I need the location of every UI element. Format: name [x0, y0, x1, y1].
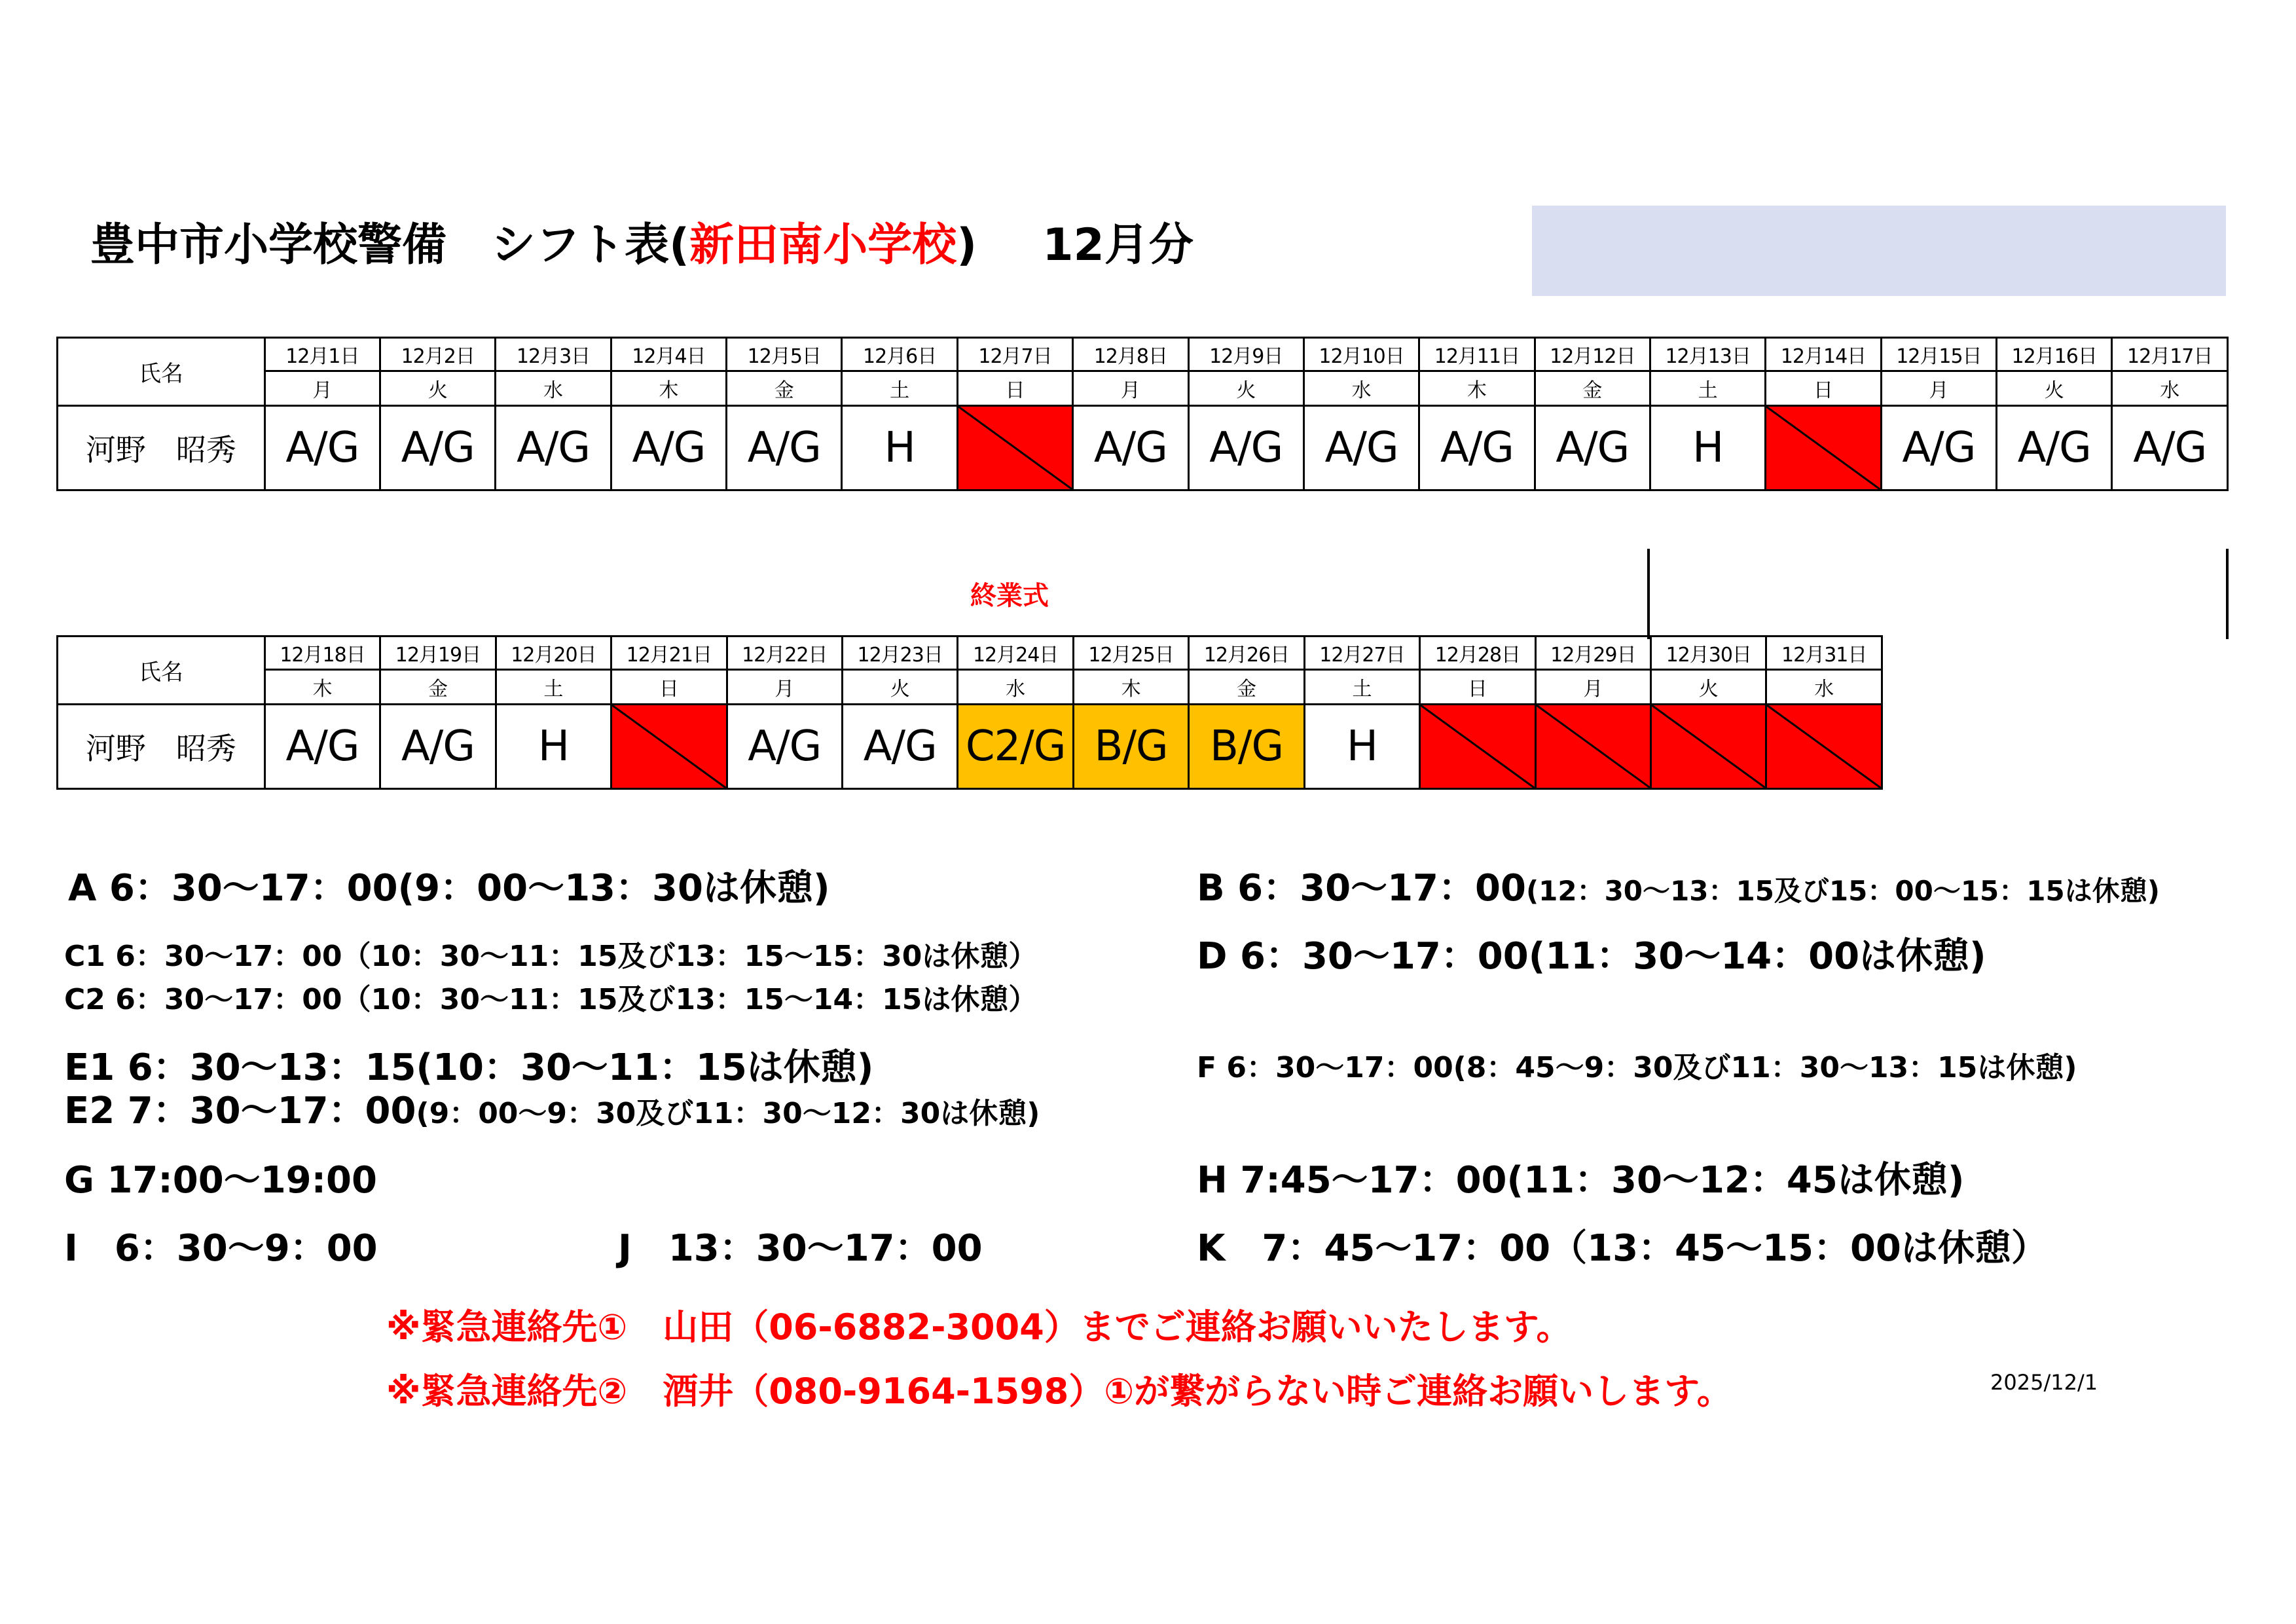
shift-cell: H	[1650, 406, 1765, 490]
legend-d: D 6：30～17：00(11：30～14：00は休憩)	[1197, 935, 1986, 978]
day-off-mark	[1421, 705, 1534, 788]
day-off-cell	[957, 406, 1072, 490]
shift-cell: A/G	[264, 406, 380, 490]
date-cell: 12月1日	[264, 338, 380, 371]
event-label: 終業式	[970, 581, 1049, 611]
weekday-cell: 金	[1189, 670, 1304, 705]
shift-cell: A/G	[611, 406, 726, 490]
weekday-cell: 水	[496, 371, 611, 406]
day-off-mark	[958, 407, 1072, 489]
name-header: 氏名	[58, 637, 265, 705]
date-cell: 12月9日	[1188, 338, 1303, 371]
legend-a: A 6：30～17：00(9：00～13：30は休憩)	[68, 867, 830, 910]
weekday-cell: 月	[727, 670, 842, 705]
shift-cell: A/G	[2112, 406, 2228, 490]
weekday-cell: 月	[264, 371, 380, 406]
legend-c2: C2 6：30～17：00（10：30～11：15及び13：15～14：15は休憩）	[64, 983, 1038, 1016]
weekday-cell: 日	[1766, 371, 1881, 406]
shift-cell: A/G	[1535, 406, 1650, 490]
school-name: 新田南小学校	[689, 219, 957, 271]
day-off-cell	[1766, 705, 1882, 789]
day-off-mark	[1767, 705, 1881, 788]
emergency-contact-2: ※緊急連絡先② 酒井（080-9164-1598）①が繋がらない時ご連絡お願いします。	[386, 1371, 1732, 1412]
shift-cell: A/G	[1419, 406, 1535, 490]
weekday-cell: 木	[1419, 371, 1535, 406]
shift-cell: A/G	[380, 705, 496, 789]
date-cell: 12月5日	[727, 338, 842, 371]
date-cell: 12月17日	[2112, 338, 2228, 371]
date-cell: 12月29日	[1535, 637, 1650, 670]
shift-cell: A/G	[842, 705, 957, 789]
weekday-cell: 火	[1997, 371, 2112, 406]
date-cell: 12月3日	[496, 338, 611, 371]
shift-cell: A/G	[1188, 406, 1303, 490]
shift-cell: C2/G	[958, 705, 1073, 789]
weekday-cell: 金	[380, 670, 496, 705]
weekday-cell: 水	[958, 670, 1073, 705]
date-cell: 12月20日	[496, 637, 611, 670]
day-off-mark	[1537, 705, 1650, 788]
date-cell: 12月13日	[1650, 338, 1765, 371]
weekday-cell: 日	[611, 670, 727, 705]
weekday-cell: 月	[1881, 371, 1996, 406]
page-title: 豊中市小学校警備 シフト表(新田南小学校) 12月分	[90, 219, 1194, 271]
shift-cell: A/G	[1073, 406, 1188, 490]
date-cell: 12月7日	[957, 338, 1072, 371]
weekday-cell: 水	[1766, 670, 1882, 705]
legend-k: K 7：45～17：00（13：45～15：00は休憩）	[1197, 1227, 2048, 1270]
shift-cell: A/G	[496, 406, 611, 490]
shift-cell: B/G	[1073, 705, 1188, 789]
legend-h: H 7:45～17：00(11：30～12：45は休憩)	[1197, 1159, 1965, 1202]
date-cell: 12月16日	[1997, 338, 2112, 371]
legend-e2: E2 7：30～17：00(9：00～9：30及び11：30～12：30は休憩)	[64, 1090, 1040, 1132]
weekday-cell: 木	[1073, 670, 1188, 705]
employee-name: 河野 昭秀	[58, 406, 265, 490]
shift-cell: A/G	[1881, 406, 1996, 490]
shift-table-2	[56, 635, 1883, 790]
shift-table-1	[56, 337, 2229, 491]
date-cell: 12月19日	[380, 637, 496, 670]
employee-name: 河野 昭秀	[58, 705, 265, 789]
legend-i: I 6：30～9：00	[64, 1227, 378, 1270]
day-off-mark	[1766, 407, 1880, 489]
day-off-cell	[1535, 705, 1650, 789]
shift-cell: A/G	[1303, 406, 1419, 490]
day-off-cell	[611, 705, 727, 789]
day-off-mark	[612, 705, 725, 788]
shift-cell: A/G	[380, 406, 496, 490]
day-off-cell	[1420, 705, 1535, 789]
date-cell: 12月14日	[1766, 338, 1881, 371]
shift-cell: A/G	[727, 406, 842, 490]
legend-b: B 6：30～17：00(12：30～13：15及び15：00～15：15は休憩)	[1197, 867, 2160, 910]
date-cell: 12月27日	[1304, 637, 1419, 670]
legend-e1: E1 6：30～13：15(10：30～11：15は休憩)	[64, 1046, 874, 1089]
legend-f: F 6：30～17：00(8：45～9：30及び11：30～13：15は休憩)	[1197, 1051, 2077, 1084]
date-cell: 12月22日	[727, 637, 842, 670]
weekday-cell: 火	[1651, 670, 1766, 705]
weekday-cell: 木	[264, 670, 380, 705]
weekday-cell: 火	[380, 371, 496, 406]
date-cell: 12月24日	[958, 637, 1073, 670]
weekday-cell: 木	[611, 371, 726, 406]
date-cell: 12月31日	[1766, 637, 1882, 670]
date-cell: 12月21日	[611, 637, 727, 670]
shift-cell: A/G	[264, 705, 380, 789]
name-header: 氏名	[58, 338, 265, 406]
date-cell: 12月2日	[380, 338, 496, 371]
legend-g: G 17:00～19:00	[64, 1159, 377, 1202]
shift-cell: H	[1304, 705, 1419, 789]
divider-line	[2226, 549, 2229, 639]
weekday-cell: 月	[1073, 371, 1188, 406]
weekday-cell: 土	[1650, 371, 1765, 406]
weekday-cell: 火	[842, 670, 957, 705]
date-cell: 12月10日	[1303, 338, 1419, 371]
weekday-cell: 日	[1420, 670, 1535, 705]
date-cell: 12月15日	[1881, 338, 1996, 371]
legend-j: J 13：30～17：00	[618, 1227, 983, 1270]
weekday-cell: 土	[842, 371, 957, 406]
weekday-cell: 月	[1535, 670, 1650, 705]
weekday-cell: 水	[2112, 371, 2228, 406]
date-cell: 12月26日	[1189, 637, 1304, 670]
date-cell: 12月11日	[1419, 338, 1535, 371]
day-off-cell	[1766, 406, 1881, 490]
date-cell: 12月23日	[842, 637, 957, 670]
date-cell: 12月18日	[264, 637, 380, 670]
weekday-cell: 日	[957, 371, 1072, 406]
shift-cell: A/G	[727, 705, 842, 789]
issue-date: 2025/12/1	[1990, 1370, 2098, 1395]
weekday-cell: 土	[1304, 670, 1419, 705]
date-cell: 12月4日	[611, 338, 726, 371]
weekday-cell: 火	[1188, 371, 1303, 406]
shift-cell: A/G	[1997, 406, 2112, 490]
weekday-cell: 金	[1535, 371, 1650, 406]
legend-c1: C1 6：30～17：00（10：30～11：15及び13：15～15：30は休憩）	[64, 940, 1038, 973]
shift-cell: H	[842, 406, 957, 490]
weekday-cell: 土	[496, 670, 611, 705]
month-label: 12月分	[1042, 219, 1194, 271]
date-cell: 12月25日	[1073, 637, 1188, 670]
date-cell: 12月6日	[842, 338, 957, 371]
weekday-cell: 金	[727, 371, 842, 406]
day-off-cell	[1651, 705, 1766, 789]
divider-line	[1647, 549, 1650, 639]
emergency-contact-1: ※緊急連絡先① 山田（06-6882-3004）までご連絡お願いいたします。	[386, 1306, 1572, 1348]
shift-cell: B/G	[1189, 705, 1304, 789]
day-off-mark	[1652, 705, 1765, 788]
shift-cell: H	[496, 705, 611, 789]
weekday-cell: 水	[1303, 371, 1419, 406]
date-cell: 12月12日	[1535, 338, 1650, 371]
date-cell: 12月30日	[1651, 637, 1766, 670]
header-box	[1532, 206, 2226, 296]
date-cell: 12月8日	[1073, 338, 1188, 371]
date-cell: 12月28日	[1420, 637, 1535, 670]
